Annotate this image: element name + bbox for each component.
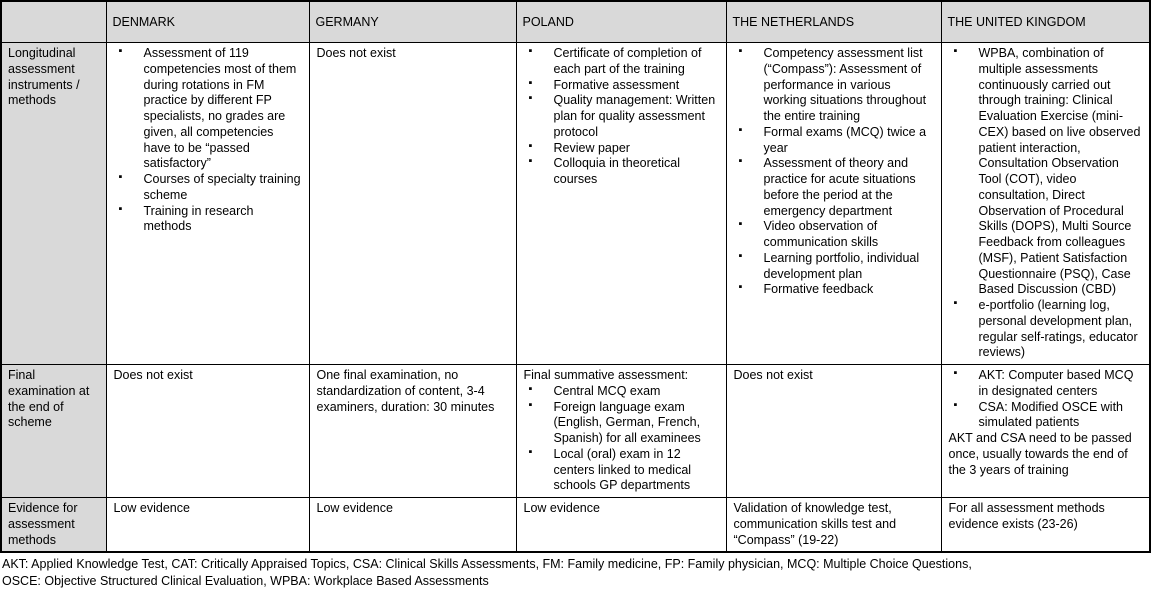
footnote-line-1: AKT: Applied Knowledge Test, CAT: Critically Appraised Topics, CSA: Clinical Skills Assessments, FM: Family medicine, FP: Family physician, MCQ: Multiple Choice Questions, xyxy=(2,557,972,572)
list-item: ▪ Training in research methods xyxy=(144,204,304,236)
list-item: ▪ Central MCQ exam xyxy=(554,384,721,400)
cell-intro-text: Final summative assessment: xyxy=(523,368,689,382)
list-item: ▪ Assessment of theory and practice for acute situations before the period at the emergency department xyxy=(764,156,936,219)
list-item: ▪ Assessment of 119 competencies most of them during rotations in FM practice by different FP specialists, no grades are given, all competencies have to be “passed satisfactory” xyxy=(144,46,304,172)
footnote-line-2: OSCE: Objective Structured Clinical Evaluation, WPBA: Workplace Based Assessments xyxy=(2,573,489,588)
list-item: ▪ Formal exams (MCQ) twice a year xyxy=(764,125,936,157)
column-header-poland: POLAND xyxy=(516,1,726,43)
cell-uk-longitudinal xyxy=(941,43,1150,365)
list-item: ▪ Video observation of communication skills xyxy=(764,219,936,251)
bullet-list xyxy=(114,46,304,235)
cell-germany-longitudinal: Does not exist xyxy=(309,43,516,365)
list-item: ▪ Courses of specialty training scheme xyxy=(144,172,304,204)
row-label-evidence: Evidence for assessment methods xyxy=(1,498,106,553)
cell-uk-evidence: For all assessment methods evidence exists (23-26) xyxy=(941,498,1150,553)
column-header-denmark: DENMARK xyxy=(106,1,309,43)
bullet-list xyxy=(524,46,721,188)
cell-outro-text: AKT and CSA need to be passed once, usually towards the end of the 3 years of training xyxy=(948,431,1132,477)
column-header-germany: GERMANY xyxy=(309,1,516,43)
list-item: ▪ Formative assessment xyxy=(554,78,721,94)
list-item: ▪ Review paper xyxy=(554,141,721,157)
list-item: ▪ Quality management: Written plan for quality assessment protocol xyxy=(554,93,721,140)
cell-poland-final-exam xyxy=(516,365,726,498)
cell-germany-final-exam: One final examination, no standardization of content, 3-4 examiners, duration: 30 minutes xyxy=(309,365,516,498)
bullet-list xyxy=(949,368,1145,431)
table-row-final-examination xyxy=(1,365,1150,498)
list-item: ▪ Learning portfolio, individual development plan xyxy=(764,251,936,283)
list-item: ▪ Competency assessment list (“Compass”): Assessment of performance in various working situations throughout the entire training xyxy=(764,46,936,125)
list-item: ▪ WPBA, combination of multiple assessments continuously carried out through training: Clinical Evaluation Exercise (mini-CEX) based on live observed patient interaction, Consultation Observation Tool (COT), video consultation, Direct Observation of Procedural Skills (DOPS), Multi Source Feedback from colleagues (MSF), Patient Satisfaction Questionnaire (PSQ), Case Based Discussion (CBD) xyxy=(979,46,1145,298)
column-header-uk: THE UNITED KINGDOM xyxy=(941,1,1150,43)
cell-denmark-longitudinal xyxy=(106,43,309,365)
list-item: ▪ AKT: Computer based MCQ in designated centers xyxy=(979,368,1145,400)
table-row-evidence xyxy=(1,498,1150,553)
cell-poland-longitudinal xyxy=(516,43,726,365)
cell-denmark-final-exam: Does not exist xyxy=(106,365,309,498)
abbreviations-footnote xyxy=(0,553,1149,589)
cell-netherlands-final-exam: Does not exist xyxy=(726,365,941,498)
list-item: ▪ Colloquia in theoretical courses xyxy=(554,156,721,188)
corner-cell xyxy=(1,1,106,43)
cell-netherlands-evidence: Validation of knowledge test, communication skills test and “Compass” (19-22) xyxy=(726,498,941,553)
list-item: ▪ CSA: Modified OSCE with simulated patients xyxy=(979,400,1145,432)
list-item: ▪ Local (oral) exam in 12 centers linked to medical schools GP departments xyxy=(554,447,721,494)
list-item: ▪ Foreign language exam (English, German, French, Spanish) for all examinees xyxy=(554,400,721,447)
table-row-longitudinal-assessment xyxy=(1,43,1150,365)
bullet-list xyxy=(734,46,936,298)
cell-uk-final-exam xyxy=(941,365,1150,498)
list-item: ▪ Formative feedback xyxy=(764,282,936,298)
list-item: ▪ Certificate of completion of each part of the training xyxy=(554,46,721,78)
cell-poland-evidence: Low evidence xyxy=(516,498,726,553)
cell-netherlands-longitudinal xyxy=(726,43,941,365)
cell-germany-evidence: Low evidence xyxy=(309,498,516,553)
list-item: ▪ e-portfolio (learning log, personal development plan, regular self-ratings, educator reviews) xyxy=(979,298,1145,361)
row-label-longitudinal-assessment: Longitudinal assessment instruments / methods xyxy=(1,43,106,365)
bullet-list xyxy=(524,384,721,494)
column-header-netherlands: THE NETHERLANDS xyxy=(726,1,941,43)
row-label-final-examination: Final examination at the end of scheme xyxy=(1,365,106,498)
header-row xyxy=(1,1,1150,43)
bullet-list xyxy=(949,46,1145,361)
cell-denmark-evidence: Low evidence xyxy=(106,498,309,553)
